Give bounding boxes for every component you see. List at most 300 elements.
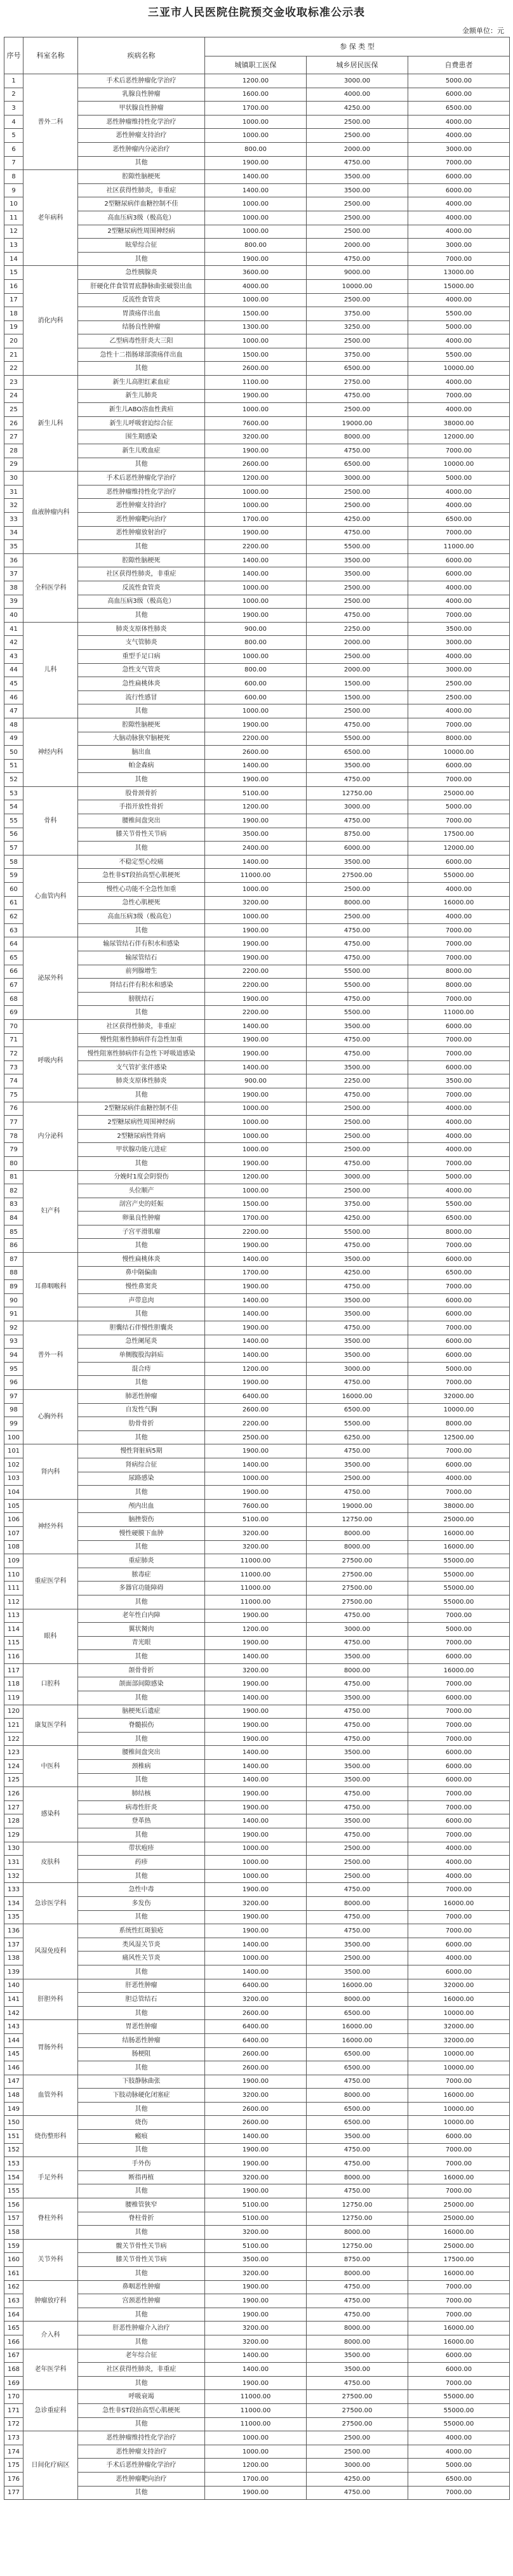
rural-resident-amount-cell: 5500.00 [307, 1417, 408, 1431]
disease-cell: 单侧腹股沟斜疝 [78, 1349, 205, 1363]
row-number-cell: 28 [4, 444, 23, 458]
self-pay-amount-cell: 10000.00 [408, 2061, 510, 2075]
row-number-cell: 142 [4, 2006, 23, 2020]
row-number-cell: 155 [4, 2184, 23, 2198]
table-row [4, 1143, 510, 1157]
row-number-cell: 128 [4, 1814, 23, 1828]
table-row [4, 1198, 510, 1212]
row-number-cell: 17 [4, 293, 23, 307]
table-row [4, 142, 510, 156]
department-cell: 血液肿瘤内科 [23, 472, 78, 554]
document-title: 三亚市人民医院住院预交金收取标准公示表 [148, 6, 365, 19]
rural-resident-amount-cell: 4750.00 [307, 252, 408, 266]
table-row [4, 992, 510, 1006]
urban-employee-amount-cell: 900.00 [205, 622, 307, 636]
self-pay-amount-cell: 4000.00 [408, 376, 510, 390]
table-row [4, 773, 510, 787]
header-dept: 科室名称 [23, 37, 78, 74]
table-row [4, 183, 510, 197]
disease-cell: 胃溃疡伴出血 [78, 307, 205, 321]
disease-cell: 结肠恶性肿瘤 [78, 2033, 205, 2047]
rural-resident-amount-cell: 8000.00 [307, 1993, 408, 2007]
self-pay-amount-cell: 4000.00 [408, 910, 510, 924]
row-number-cell: 18 [4, 307, 23, 321]
urban-employee-amount-cell: 2500.00 [205, 1430, 307, 1444]
disease-cell: 反流性食管炎 [78, 581, 205, 595]
rural-resident-amount-cell: 6500.00 [307, 746, 408, 760]
table-row [4, 1170, 510, 1184]
disease-cell: 2型糖尿病性肾病 [78, 1129, 205, 1143]
rural-resident-amount-cell: 8000.00 [307, 430, 408, 444]
disease-cell: 登革热 [78, 1814, 205, 1828]
urban-employee-amount-cell: 1700.00 [205, 1266, 307, 1280]
urban-employee-amount-cell: 1600.00 [205, 88, 307, 102]
rural-resident-amount-cell: 2500.00 [307, 225, 408, 239]
self-pay-amount-cell: 4000.00 [408, 1952, 510, 1965]
table-row [4, 2033, 510, 2047]
table-row [4, 156, 510, 170]
rural-resident-amount-cell: 27500.00 [307, 2417, 408, 2431]
rural-resident-amount-cell: 4750.00 [307, 718, 408, 732]
table-row [4, 1349, 510, 1363]
self-pay-amount-cell: 6000.00 [408, 1307, 510, 1321]
table-row [4, 239, 510, 253]
table-row [4, 2226, 510, 2240]
self-pay-amount-cell: 4000.00 [408, 1472, 510, 1486]
row-number-cell: 16 [4, 279, 23, 293]
table-row [4, 1910, 510, 1924]
department-cell: 急诊重症科 [23, 2390, 78, 2431]
rural-resident-amount-cell: 8750.00 [307, 2253, 408, 2267]
row-number-cell: 141 [4, 1993, 23, 2007]
urban-employee-amount-cell: 1900.00 [205, 2294, 307, 2308]
self-pay-amount-cell: 16000.00 [408, 2322, 510, 2335]
table-row [4, 2075, 510, 2089]
urban-employee-amount-cell: 1900.00 [205, 2143, 307, 2157]
urban-employee-amount-cell: 6400.00 [205, 1979, 307, 1993]
disease-cell: 帕金森病 [78, 759, 205, 773]
department-cell: 中医科 [23, 1746, 78, 1787]
urban-employee-amount-cell: 1200.00 [205, 1623, 307, 1637]
urban-employee-amount-cell: 2600.00 [205, 1403, 307, 1417]
self-pay-amount-cell: 6000.00 [408, 1691, 510, 1705]
rural-resident-amount-cell: 3750.00 [307, 1198, 408, 1212]
row-number-cell: 33 [4, 513, 23, 527]
self-pay-amount-cell: 7000.00 [408, 444, 510, 458]
urban-employee-amount-cell: 800.00 [205, 663, 307, 677]
disease-cell: 其他 [78, 1088, 205, 1102]
row-number-cell: 115 [4, 1636, 23, 1650]
urban-employee-amount-cell: 11000.00 [205, 2403, 307, 2417]
disease-cell: 其他 [78, 2184, 205, 2198]
row-number-cell: 75 [4, 1088, 23, 1102]
self-pay-amount-cell: 4000.00 [408, 197, 510, 211]
table-row [4, 2472, 510, 2486]
self-pay-amount-cell: 55000.00 [408, 1582, 510, 1595]
self-pay-amount-cell: 10000.00 [408, 2102, 510, 2116]
row-number-cell: 73 [4, 1060, 23, 1074]
table-row [4, 622, 510, 636]
self-pay-amount-cell: 11000.00 [408, 1006, 510, 1020]
urban-employee-amount-cell: 1700.00 [205, 102, 307, 116]
department-cell: 心血管内科 [23, 855, 78, 937]
urban-employee-amount-cell: 1900.00 [205, 1677, 307, 1691]
row-number-cell: 43 [4, 649, 23, 663]
table-row [4, 1486, 510, 1500]
table-row [4, 376, 510, 390]
table-row [4, 2239, 510, 2253]
row-number-cell: 153 [4, 2157, 23, 2171]
table-row [4, 170, 510, 184]
urban-employee-amount-cell: 1400.00 [205, 1691, 307, 1705]
row-number-cell: 158 [4, 2226, 23, 2240]
row-number-cell: 84 [4, 1212, 23, 1225]
table-row [4, 1102, 510, 1116]
table-row [4, 609, 510, 623]
row-number-cell: 147 [4, 2075, 23, 2089]
row-number-cell: 164 [4, 2308, 23, 2322]
table-row [4, 1568, 510, 1582]
row-number-cell: 6 [4, 142, 23, 156]
table-row [4, 2006, 510, 2020]
row-number-cell: 113 [4, 1609, 23, 1623]
rural-resident-amount-cell: 4750.00 [307, 1924, 408, 1938]
row-number-cell: 171 [4, 2403, 23, 2417]
table-row [4, 1965, 510, 1979]
row-number-cell: 133 [4, 1883, 23, 1897]
disease-cell: 其他 [78, 1006, 205, 1020]
rural-resident-amount-cell: 4750.00 [307, 1719, 408, 1733]
row-number-cell: 98 [4, 1403, 23, 1417]
self-pay-amount-cell: 32000.00 [408, 2020, 510, 2034]
table-row [4, 416, 510, 430]
rural-resident-amount-cell: 3500.00 [307, 1773, 408, 1787]
disease-cell: 下肢静脉曲张 [78, 2075, 205, 2089]
rural-resident-amount-cell: 12750.00 [307, 786, 408, 800]
table-row [4, 1335, 510, 1349]
table-row [4, 1842, 510, 1856]
rural-resident-amount-cell: 3500.00 [307, 1019, 408, 1033]
rural-resident-amount-cell: 12750.00 [307, 2239, 408, 2253]
self-pay-amount-cell: 4000.00 [408, 334, 510, 348]
urban-employee-amount-cell: 2600.00 [205, 2006, 307, 2020]
rural-resident-amount-cell: 4000.00 [307, 88, 408, 102]
disease-cell: 恶性肿瘤内分泌治疗 [78, 142, 205, 156]
rural-resident-amount-cell: 4750.00 [307, 444, 408, 458]
urban-employee-amount-cell: 1400.00 [205, 1760, 307, 1774]
table-row [4, 1623, 510, 1637]
department-cell: 日间化疗病区 [23, 2431, 78, 2500]
urban-employee-amount-cell: 1400.00 [205, 1458, 307, 1472]
disease-cell: 声带息肉 [78, 1293, 205, 1307]
self-pay-amount-cell: 6000.00 [408, 1938, 510, 1952]
table-row [4, 800, 510, 814]
table-row [4, 513, 510, 527]
row-number-cell: 8 [4, 170, 23, 184]
self-pay-amount-cell: 4000.00 [408, 225, 510, 239]
self-pay-amount-cell: 16000.00 [408, 896, 510, 910]
rural-resident-amount-cell: 2500.00 [307, 129, 408, 143]
disease-cell: 痛风性关节炎 [78, 1952, 205, 1965]
urban-employee-amount-cell: 1000.00 [205, 595, 307, 609]
urban-employee-amount-cell: 1400.00 [205, 759, 307, 773]
self-pay-amount-cell: 10000.00 [408, 362, 510, 376]
urban-employee-amount-cell: 1900.00 [205, 156, 307, 170]
row-number-cell: 173 [4, 2431, 23, 2445]
urban-employee-amount-cell: 1900.00 [205, 2280, 307, 2294]
self-pay-amount-cell: 5000.00 [408, 1362, 510, 1376]
row-number-cell: 15 [4, 266, 23, 280]
rural-resident-amount-cell: 27500.00 [307, 1554, 408, 1568]
rural-resident-amount-cell: 4750.00 [307, 1444, 408, 1458]
table-row [4, 718, 510, 732]
rural-resident-amount-cell: 4750.00 [307, 1609, 408, 1623]
rural-resident-amount-cell: 16000.00 [307, 2020, 408, 2034]
row-number-cell: 36 [4, 553, 23, 567]
disease-cell: 恶性肿瘤靶向治疗 [78, 513, 205, 527]
row-number-cell: 60 [4, 883, 23, 897]
urban-employee-amount-cell: 1000.00 [205, 499, 307, 513]
rural-resident-amount-cell: 4750.00 [307, 1883, 408, 1897]
self-pay-amount-cell: 7000.00 [408, 1828, 510, 1842]
row-number-cell: 23 [4, 376, 23, 390]
rural-resident-amount-cell: 2500.00 [307, 1952, 408, 1965]
rural-resident-amount-cell: 2500.00 [307, 595, 408, 609]
rural-resident-amount-cell: 4750.00 [307, 773, 408, 787]
urban-employee-amount-cell: 1200.00 [205, 2459, 307, 2473]
disease-cell: 急性支气管炎 [78, 663, 205, 677]
table-row [4, 102, 510, 116]
self-pay-amount-cell: 6000.00 [408, 1349, 510, 1363]
row-number-cell: 67 [4, 979, 23, 993]
disease-cell: 带状疱疹 [78, 1842, 205, 1856]
disease-cell: 其他 [78, 156, 205, 170]
table-row [4, 2294, 510, 2308]
rural-resident-amount-cell: 2500.00 [307, 115, 408, 129]
row-number-cell: 95 [4, 1362, 23, 1376]
self-pay-amount-cell: 4000.00 [408, 129, 510, 143]
table-row [4, 2486, 510, 2500]
disease-cell: 其他 [78, 1595, 205, 1609]
self-pay-amount-cell: 10000.00 [408, 746, 510, 760]
disease-cell: 其他 [78, 2061, 205, 2075]
rural-resident-amount-cell: 2500.00 [307, 1472, 408, 1486]
self-pay-amount-cell: 7000.00 [408, 1033, 510, 1047]
urban-employee-amount-cell: 1900.00 [205, 923, 307, 937]
table-row [4, 1212, 510, 1225]
table-row [4, 1417, 510, 1431]
table-row [4, 540, 510, 554]
rural-resident-amount-cell: 4750.00 [307, 1239, 408, 1253]
disease-cell: 其他 [78, 1732, 205, 1746]
row-number-cell: 132 [4, 1869, 23, 1883]
table-row [4, 2089, 510, 2103]
urban-employee-amount-cell: 1000.00 [205, 293, 307, 307]
disease-cell: 其他 [78, 2143, 205, 2157]
row-number-cell: 5 [4, 129, 23, 143]
row-number-cell: 2 [4, 88, 23, 102]
rural-resident-amount-cell: 6500.00 [307, 1403, 408, 1417]
table-row [4, 979, 510, 993]
row-number-cell: 25 [4, 403, 23, 417]
self-pay-amount-cell: 32000.00 [408, 1979, 510, 1993]
table-row [4, 1225, 510, 1239]
row-number-cell: 124 [4, 1760, 23, 1774]
rural-resident-amount-cell: 19000.00 [307, 1499, 408, 1513]
self-pay-amount-cell: 12500.00 [408, 1430, 510, 1444]
self-pay-amount-cell: 7000.00 [408, 389, 510, 403]
self-pay-amount-cell: 6000.00 [408, 1746, 510, 1760]
disease-cell: 新生儿败血症 [78, 444, 205, 458]
urban-employee-amount-cell: 1000.00 [205, 1102, 307, 1116]
row-number-cell: 120 [4, 1705, 23, 1719]
disease-cell: 系统性红斑狼疮 [78, 1924, 205, 1938]
self-pay-amount-cell: 7000.00 [408, 1609, 510, 1623]
department-cell: 新生儿科 [23, 376, 78, 472]
urban-employee-amount-cell: 1400.00 [205, 567, 307, 581]
table-row [4, 1019, 510, 1033]
disease-cell: 肾病综合征 [78, 1458, 205, 1472]
department-cell: 口腔科 [23, 1663, 78, 1705]
self-pay-amount-cell: 7000.00 [408, 1239, 510, 1253]
disease-cell: 其他 [78, 2102, 205, 2116]
urban-employee-amount-cell: 1900.00 [205, 718, 307, 732]
rural-resident-amount-cell: 27500.00 [307, 2403, 408, 2417]
disease-cell: 类风湿关节炎 [78, 1938, 205, 1952]
disease-cell: 其他 [78, 2308, 205, 2322]
department-cell: 皮肤科 [23, 1842, 78, 1883]
self-pay-amount-cell: 7000.00 [408, 923, 510, 937]
self-pay-amount-cell: 5500.00 [408, 307, 510, 321]
urban-employee-amount-cell: 1900.00 [205, 1732, 307, 1746]
department-cell: 血管外科 [23, 2075, 78, 2116]
department-cell: 妇产科 [23, 1170, 78, 1253]
table-row [4, 1266, 510, 1280]
self-pay-amount-cell: 7000.00 [408, 2486, 510, 2500]
disease-cell: 支气管肺炎 [78, 636, 205, 650]
table-row [4, 74, 510, 88]
urban-employee-amount-cell: 600.00 [205, 677, 307, 691]
row-number-cell: 87 [4, 1253, 23, 1267]
table-row [4, 2349, 510, 2363]
rural-resident-amount-cell: 3000.00 [307, 472, 408, 485]
department-cell: 肿瘤放疗科 [23, 2280, 78, 2322]
row-number-cell: 121 [4, 1719, 23, 1733]
disease-cell: 腔隙性脑梗死 [78, 718, 205, 732]
table-row [4, 2431, 510, 2445]
disease-cell: 老年综合征 [78, 2349, 205, 2363]
self-pay-amount-cell: 7000.00 [408, 2294, 510, 2308]
rural-resident-amount-cell: 5500.00 [307, 1006, 408, 1020]
rural-resident-amount-cell: 2500.00 [307, 581, 408, 595]
urban-employee-amount-cell: 1900.00 [205, 1800, 307, 1814]
disease-cell: 2型糖尿病伴血糖控制不佳 [78, 197, 205, 211]
row-number-cell: 89 [4, 1280, 23, 1294]
rural-resident-amount-cell: 4750.00 [307, 1636, 408, 1650]
urban-employee-amount-cell: 11000.00 [205, 869, 307, 883]
disease-cell: 急性心肌梗死 [78, 896, 205, 910]
urban-employee-amount-cell: 1500.00 [205, 348, 307, 362]
urban-employee-amount-cell: 1900.00 [205, 1787, 307, 1801]
urban-employee-amount-cell: 1200.00 [205, 472, 307, 485]
table-row [4, 965, 510, 979]
disease-cell: 慢性扁桃体炎 [78, 1253, 205, 1267]
urban-employee-amount-cell: 1200.00 [205, 800, 307, 814]
row-number-cell: 62 [4, 910, 23, 924]
urban-employee-amount-cell: 1900.00 [205, 1705, 307, 1719]
table-row [4, 1403, 510, 1417]
table-row [4, 677, 510, 691]
row-number-cell: 52 [4, 773, 23, 787]
disease-cell: 腰椎间盘突出 [78, 1746, 205, 1760]
self-pay-amount-cell: 4000.00 [408, 1116, 510, 1130]
row-number-cell: 139 [4, 1965, 23, 1979]
self-pay-amount-cell: 16000.00 [408, 2170, 510, 2184]
table-row [4, 2143, 510, 2157]
department-cell: 老年病科 [23, 170, 78, 266]
rural-resident-amount-cell: 2500.00 [307, 1842, 408, 1856]
self-pay-amount-cell: 7000.00 [408, 252, 510, 266]
urban-employee-amount-cell: 3200.00 [205, 896, 307, 910]
rural-resident-amount-cell: 3000.00 [307, 1362, 408, 1376]
urban-employee-amount-cell: 5100.00 [205, 2239, 307, 2253]
self-pay-amount-cell: 5500.00 [408, 348, 510, 362]
department-cell: 急诊医学科 [23, 1883, 78, 1924]
self-pay-amount-cell: 7000.00 [408, 1787, 510, 1801]
row-number-cell: 159 [4, 2239, 23, 2253]
urban-employee-amount-cell: 3200.00 [205, 2335, 307, 2349]
rural-resident-amount-cell: 2500.00 [307, 1102, 408, 1116]
row-number-cell: 44 [4, 663, 23, 677]
row-number-cell: 83 [4, 1198, 23, 1212]
department-cell: 呼吸内科 [23, 1019, 78, 1102]
department-cell: 介入科 [23, 2322, 78, 2349]
row-number-cell: 91 [4, 1307, 23, 1321]
rural-resident-amount-cell: 8000.00 [307, 1896, 408, 1910]
self-pay-amount-cell: 7000.00 [408, 1910, 510, 1924]
rural-resident-amount-cell: 2250.00 [307, 1074, 408, 1088]
table-row [4, 1856, 510, 1870]
rural-resident-amount-cell: 2500.00 [307, 2445, 408, 2459]
rural-resident-amount-cell: 5500.00 [307, 1225, 408, 1239]
department-cell: 肝胆外科 [23, 1979, 78, 2020]
rural-resident-amount-cell: 4750.00 [307, 1677, 408, 1691]
rural-resident-amount-cell: 3750.00 [307, 307, 408, 321]
header-rural-resident: 城乡居民医保 [307, 56, 408, 74]
row-number-cell: 71 [4, 1033, 23, 1047]
self-pay-amount-cell: 55000.00 [408, 1568, 510, 1582]
table-row [4, 896, 510, 910]
rural-resident-amount-cell: 3500.00 [307, 553, 408, 567]
rural-resident-amount-cell: 3500.00 [307, 1335, 408, 1349]
department-cell: 脊柱外科 [23, 2198, 78, 2240]
disease-cell: 反流性食管炎 [78, 293, 205, 307]
row-number-cell: 112 [4, 1595, 23, 1609]
urban-employee-amount-cell: 1900.00 [205, 1321, 307, 1335]
row-number-cell: 99 [4, 1417, 23, 1431]
urban-employee-amount-cell: 1900.00 [205, 2308, 307, 2322]
urban-employee-amount-cell: 1000.00 [205, 1116, 307, 1130]
self-pay-amount-cell: 6000.00 [408, 553, 510, 567]
rural-resident-amount-cell: 4750.00 [307, 1787, 408, 1801]
rural-resident-amount-cell: 8000.00 [307, 2226, 408, 2240]
rural-resident-amount-cell: 3500.00 [307, 2349, 408, 2363]
rural-resident-amount-cell: 5500.00 [307, 979, 408, 993]
rural-resident-amount-cell: 27500.00 [307, 1595, 408, 1609]
urban-employee-amount-cell: 1900.00 [205, 1239, 307, 1253]
table-row [4, 1663, 510, 1677]
table-row [4, 279, 510, 293]
